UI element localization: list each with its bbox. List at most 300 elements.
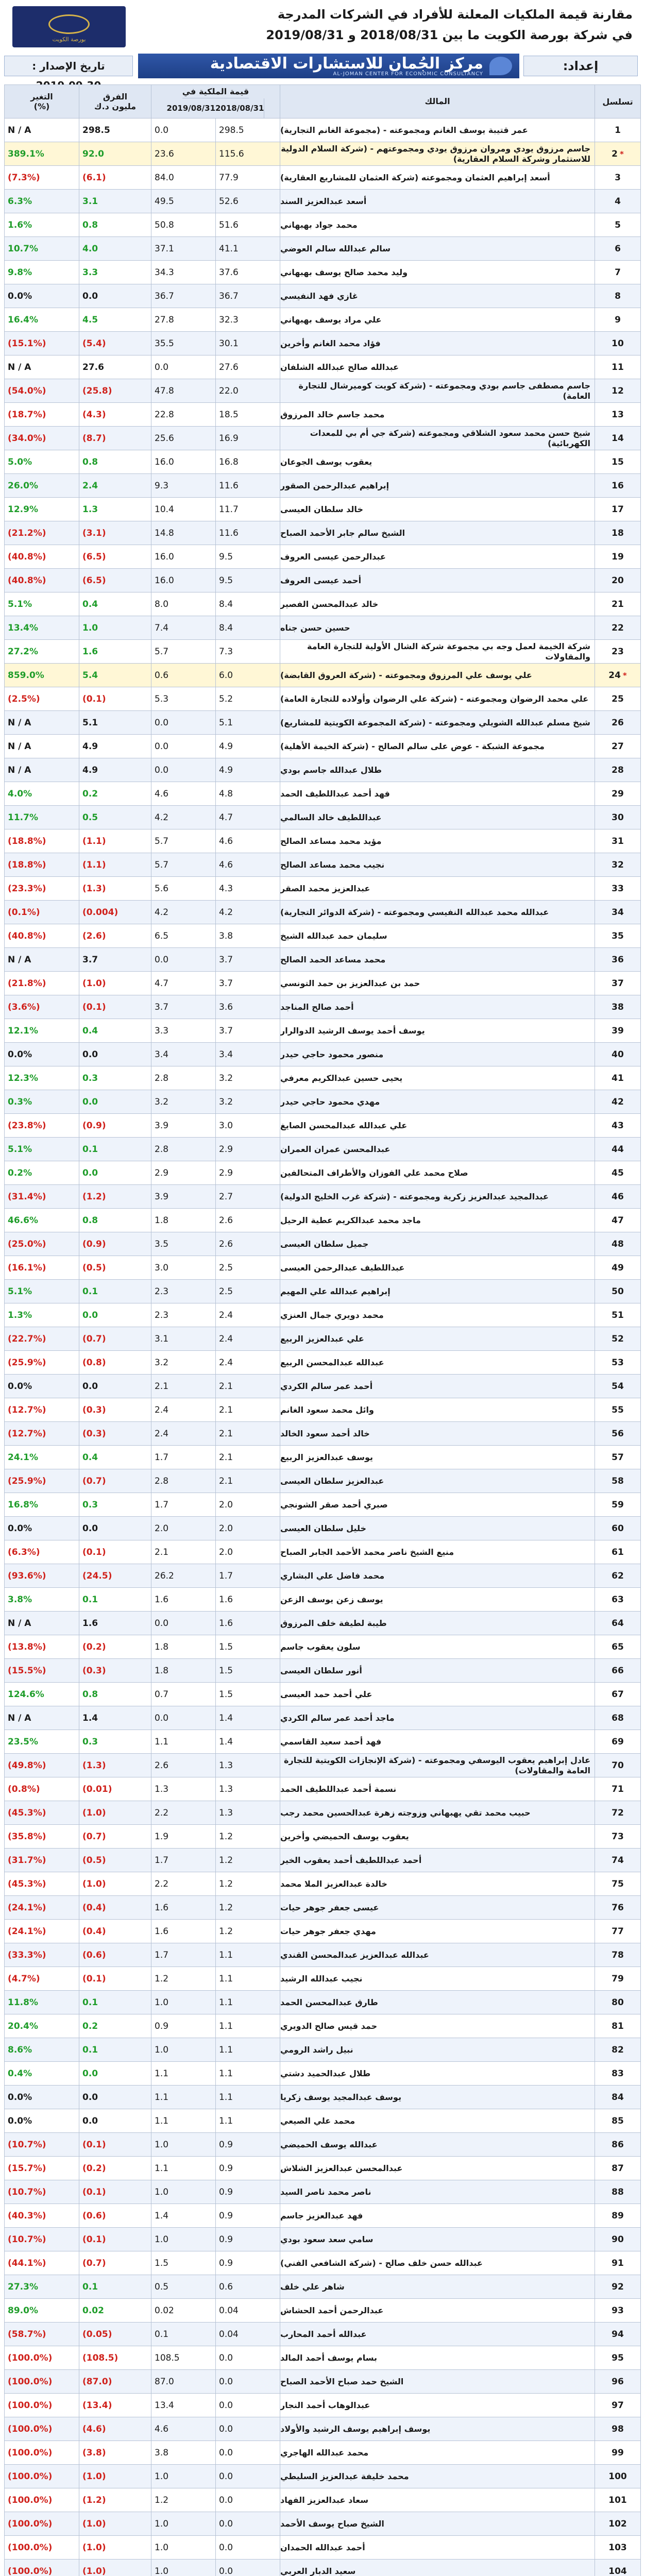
row-value-2019: 0.0 — [215, 2560, 280, 2576]
row-no: 81 — [595, 2014, 641, 2038]
row-value-2019: 0.0 — [215, 2465, 280, 2488]
row-owner: محمد مساعد الحمد الصالح — [280, 948, 595, 971]
row-owner: عبدالعزيز محمد الصقر — [280, 877, 595, 900]
row-no: 28 — [595, 758, 641, 782]
issue-date-label: تاريخ الإصدار — [40, 60, 105, 72]
row-diff: (1.0) — [79, 1872, 151, 1895]
table-row — [4, 1635, 641, 1659]
row-diff: 0.0 — [79, 1303, 151, 1327]
row-value-2019: 0.0 — [215, 2488, 280, 2512]
row-value-2019: 32.3 — [215, 308, 280, 331]
row-no: 1 — [595, 118, 641, 142]
row-owner: يوسف أحمد يوسف الرشيد الدوالرار — [280, 1019, 595, 1042]
row-diff: (8.7) — [79, 427, 151, 450]
row-change: 1.3% — [4, 1303, 79, 1327]
row-change: (18.8%) — [4, 853, 79, 876]
table-row — [4, 190, 641, 213]
header-band — [0, 52, 645, 80]
row-owner: خالد أحمد سعود الخالد — [280, 1422, 595, 1445]
row-no: 80 — [595, 1991, 641, 2014]
row-value-2019: 1.3 — [215, 1754, 280, 1777]
row-diff: 0.3 — [79, 1493, 151, 1516]
row-diff: 0.1 — [79, 2038, 151, 2061]
row-value-2019: 4.9 — [215, 735, 280, 758]
row-owner: يوسف عبدالمجيد يوسف زكريا — [280, 2086, 595, 2109]
row-owner: مهدي محمود حاجي حيدر — [280, 1090, 595, 1113]
row-value-2019: 2.0 — [215, 1517, 280, 1540]
row-value-2019: 0.9 — [215, 2228, 280, 2251]
row-no: 76 — [595, 1896, 641, 1919]
row-diff: 0.0 — [79, 2109, 151, 2132]
row-diff: 0.8 — [79, 450, 151, 473]
row-owner: حمد بن عبدالعزيز بن حمد التونسي — [280, 972, 595, 995]
row-value-2018: 2.8 — [151, 1138, 215, 1161]
table-row — [4, 806, 641, 829]
table-row — [4, 592, 641, 616]
row-change: (40.8%) — [4, 545, 79, 568]
row-value-2018: 4.6 — [151, 2417, 215, 2441]
row-owner: عبدالرحمن عيسى العروف — [280, 545, 595, 568]
row-diff: 0.0 — [79, 1043, 151, 1066]
row-value-2019: 3.7 — [215, 1019, 280, 1042]
row-value-2019: 3.7 — [215, 972, 280, 995]
row-value-2018: 1.1 — [151, 2062, 215, 2085]
row-no: 100 — [595, 2465, 641, 2488]
row-value-2019: 2.1 — [215, 1469, 280, 1493]
row-change: 0.0% — [4, 1517, 79, 1540]
row-no: 93 — [595, 2299, 641, 2322]
row-change: (49.8%) — [4, 1754, 79, 1777]
row-value-2019: 8.4 — [215, 616, 280, 639]
row-value-2019: 51.6 — [215, 213, 280, 236]
table-row — [4, 1422, 641, 1446]
row-change: (21.2%) — [4, 521, 79, 545]
table-row — [4, 2560, 641, 2576]
table-row — [4, 142, 641, 166]
row-no: 84 — [595, 2086, 641, 2109]
row-change: (100.0%) — [4, 2465, 79, 2488]
row-change: (25.9%) — [4, 1351, 79, 1374]
row-value-2019: 2.1 — [215, 1375, 280, 1398]
row-value-2019: 1.1 — [215, 1967, 280, 1990]
row-diff: 1.3 — [79, 498, 151, 521]
row-value-2019: 1.2 — [215, 1920, 280, 1943]
row-value-2019: 1.4 — [215, 1730, 280, 1753]
row-no: 79 — [595, 1967, 641, 1990]
row-change: N / A — [4, 948, 79, 971]
row-no: 38 — [595, 995, 641, 1019]
row-owner: طلال عبدالحميد دشتي — [280, 2062, 595, 2085]
row-owner: عبداللطيف عبدالرحمن العيسى — [280, 1256, 595, 1279]
row-owner: صبري أحمد صقر الشونجي — [280, 1493, 595, 1516]
row-no: 102 — [595, 2512, 641, 2535]
row-diff: (3.1) — [79, 521, 151, 545]
row-value-2018: 1.9 — [151, 1825, 215, 1848]
center-name-ar: مركز الجُمان للاستشارات الاقتصادية — [210, 55, 483, 73]
row-no: 56 — [595, 1422, 641, 1445]
row-diff: 0.1 — [79, 1138, 151, 1161]
row-value-2018: 1.0 — [151, 1991, 215, 2014]
row-no: 51 — [595, 1303, 641, 1327]
table-row — [4, 1114, 641, 1138]
row-owner: طيبة لطيفة خلف المرزوق — [280, 1612, 595, 1635]
row-owner: الشيخ صباح يوسف الأحمد — [280, 2512, 595, 2535]
row-change: (93.6%) — [4, 1564, 79, 1587]
row-diff: (1.1) — [79, 829, 151, 853]
row-owner: عبدالوهاب أحمد النجار — [280, 2394, 595, 2417]
table-row — [4, 474, 641, 498]
table-row — [4, 1493, 641, 1517]
row-owner: صلاح محمد علي الفوزان والأطراف المتحالفين — [280, 1161, 595, 1184]
row-change: 12.9% — [4, 498, 79, 521]
row-diff: (0.4) — [79, 1920, 151, 1943]
table-header-row — [4, 84, 641, 118]
row-value-2018: 34.3 — [151, 261, 215, 284]
row-diff: (6.1) — [79, 166, 151, 189]
table-row — [4, 829, 641, 853]
table-row — [4, 1564, 641, 1588]
row-owner: سلون يعقوب جاسم — [280, 1635, 595, 1658]
row-owner: يوسف عبدالعزيز الربيع — [280, 1446, 595, 1469]
row-owner: أحمد عبداللطيف أحمد يعقوب الخير — [280, 1849, 595, 1872]
row-no: 26 — [595, 711, 641, 734]
table-row — [4, 1138, 641, 1161]
row-value-2019: 0.9 — [215, 2251, 280, 2275]
logo-text: بورصة الكويت — [52, 36, 86, 43]
row-diff: 1.4 — [79, 1706, 151, 1730]
row-diff: 0.1 — [79, 1588, 151, 1611]
row-owner: منصور محمود حاجي حيدر — [280, 1043, 595, 1066]
table-row — [4, 2204, 641, 2228]
row-owner: علي عبدالله عبدالمحسن الصايغ — [280, 1114, 595, 1137]
row-diff: 0.8 — [79, 213, 151, 236]
row-value-2018: 1.6 — [151, 1920, 215, 1943]
row-no: 65 — [595, 1635, 641, 1658]
table-row — [4, 2014, 641, 2038]
row-diff: 92.0 — [79, 142, 151, 165]
row-owner: نجيب عبدالله الرشيد — [280, 1967, 595, 1990]
row-no: 41 — [595, 1066, 641, 1090]
row-change: 23.5% — [4, 1730, 79, 1753]
row-diff: (1.0) — [79, 1801, 151, 1824]
row-diff: 1.0 — [79, 616, 151, 639]
row-value-2018: 7.4 — [151, 616, 215, 639]
row-no: 20 — [595, 569, 641, 592]
row-no: 22 — [595, 616, 641, 639]
row-change: (0.8%) — [4, 1777, 79, 1801]
row-diff: 0.4 — [79, 1446, 151, 1469]
row-no: 88 — [595, 2180, 641, 2204]
row-no: 82 — [595, 2038, 641, 2061]
row-value-2018: 0.0 — [151, 948, 215, 971]
table-row — [4, 1161, 641, 1185]
row-no: 61 — [595, 1540, 641, 1564]
row-diff: 0.1 — [79, 1280, 151, 1303]
row-value-2018: 3.9 — [151, 1114, 215, 1137]
row-value-2019: 1.5 — [215, 1659, 280, 1682]
row-owner: خالد عبدالمحسن الفصير — [280, 592, 595, 616]
row-value-2018: 1.7 — [151, 1943, 215, 1967]
row-value-2018: 0.6 — [151, 664, 215, 687]
row-value-2019: 0.0 — [215, 2370, 280, 2393]
row-diff: 0.4 — [79, 592, 151, 616]
row-value-2019: 1.5 — [215, 1635, 280, 1658]
row-value-2018: 2.2 — [151, 1872, 215, 1895]
row-value-2018: 50.8 — [151, 213, 215, 236]
row-diff: (0.3) — [79, 1422, 151, 1445]
row-change: 10.7% — [4, 237, 79, 260]
table-row — [4, 332, 641, 355]
row-owner: ماجد أحمد عمر سالم الكردي — [280, 1706, 595, 1730]
row-change: 0.0% — [4, 2109, 79, 2132]
table-row — [4, 521, 641, 545]
row-value-2019: 9.5 — [215, 545, 280, 568]
row-no: 11 — [595, 355, 641, 379]
table-row — [4, 711, 641, 735]
row-diff: (0.6) — [79, 1943, 151, 1967]
row-no: 66 — [595, 1659, 641, 1682]
row-diff: (3.8) — [79, 2441, 151, 2464]
row-value-2018: 9.3 — [151, 474, 215, 497]
table-row — [4, 1896, 641, 1920]
table-row — [4, 1540, 641, 1564]
row-value-2019: 3.8 — [215, 924, 280, 947]
row-owner: الشيخ سالم جابر الأحمد الصباح — [280, 521, 595, 545]
row-owner: عبدالمحسن عمران العمران — [280, 1138, 595, 1161]
row-value-2018: 1.7 — [151, 1493, 215, 1516]
table-row — [4, 1446, 641, 1469]
row-value-2018: 1.4 — [151, 2204, 215, 2227]
table-row — [4, 924, 641, 948]
row-diff: (4.6) — [79, 2417, 151, 2441]
table-row — [4, 1185, 641, 1209]
row-change: 0.3% — [4, 1090, 79, 1113]
table-row — [4, 735, 641, 758]
row-change: N / A — [4, 1612, 79, 1635]
row-owner: فهد أحمد سعيد القاسمي — [280, 1730, 595, 1753]
row-value-2018: 1.8 — [151, 1635, 215, 1658]
row-owner: أنور سلطان العيسى — [280, 1659, 595, 1682]
report-title-line1: مقارنة قيمة الملكيات المعلنة للأفراد في الشركات المدرجة — [277, 7, 633, 22]
row-owner: عيسى جعفر جوهر حيات — [280, 1896, 595, 1919]
row-change: (7.3%) — [4, 166, 79, 189]
row-value-2018: 1.1 — [151, 2109, 215, 2132]
row-diff: (0.3) — [79, 1659, 151, 1682]
row-value-2018: 36.7 — [151, 284, 215, 308]
row-value-2019: 1.5 — [215, 1683, 280, 1706]
row-value-2018: 5.7 — [151, 853, 215, 876]
row-change: 0.0% — [4, 2086, 79, 2109]
row-owner: أسعد إبراهيم العثمان ومجموعته (شركة العثمان للمشاريع العقارية) — [280, 166, 595, 189]
row-owner: وائل محمد سعود الغانم — [280, 1398, 595, 1421]
row-value-2019: 1.1 — [215, 2109, 280, 2132]
row-no: 46 — [595, 1185, 641, 1208]
row-value-2019: 1.2 — [215, 1849, 280, 1872]
row-value-2019: 115.6 — [215, 142, 280, 165]
row-diff: (25.8) — [79, 379, 151, 402]
table-row — [4, 1967, 641, 1991]
row-change: (15.1%) — [4, 332, 79, 355]
row-value-2019: 36.7 — [215, 284, 280, 308]
row-value-2018: 2.8 — [151, 1066, 215, 1090]
row-no: 104 — [595, 2560, 641, 2576]
row-diff: 0.02 — [79, 2299, 151, 2322]
row-no: 87 — [595, 2157, 641, 2180]
table-row — [4, 1019, 641, 1043]
row-value-2019: 41.1 — [215, 237, 280, 260]
table-row — [4, 687, 641, 711]
row-no: 73 — [595, 1825, 641, 1848]
row-change: (12.7%) — [4, 1398, 79, 1421]
row-value-2019: 27.6 — [215, 355, 280, 379]
row-value-2019: 5.2 — [215, 687, 280, 710]
row-change: (54.0%) — [4, 379, 79, 402]
row-value-2018: 37.1 — [151, 237, 215, 260]
row-diff: 1.6 — [79, 640, 151, 663]
row-value-2019: 1.3 — [215, 1777, 280, 1801]
row-diff: (6.5) — [79, 545, 151, 568]
row-change: N / A — [4, 758, 79, 782]
row-value-2018: 0.02 — [151, 2299, 215, 2322]
row-value-2018: 108.5 — [151, 2346, 215, 2369]
row-value-2018: 2.4 — [151, 1422, 215, 1445]
table-row — [4, 1825, 641, 1849]
row-value-2018: 5.7 — [151, 829, 215, 853]
row-value-2019: 11.6 — [215, 474, 280, 497]
row-diff: (5.4) — [79, 332, 151, 355]
row-owner: مؤيد محمد مساعد الصالح — [280, 829, 595, 853]
row-diff: (0.2) — [79, 1635, 151, 1658]
table-row — [4, 1043, 641, 1066]
row-change: (40.3%) — [4, 2204, 79, 2227]
row-owner: يوسف زعن يوسف الزعن — [280, 1588, 595, 1611]
row-diff: (0.8) — [79, 1351, 151, 1374]
row-no: 30 — [595, 806, 641, 829]
row-owner: وليد محمد صالح يوسف بهبهاني — [280, 261, 595, 284]
row-value-2018: 1.0 — [151, 2228, 215, 2251]
row-owner: نجيب محمد مساعد الصالح — [280, 853, 595, 876]
row-value-2018: 0.0 — [151, 118, 215, 142]
row-value-2018: 2.9 — [151, 1161, 215, 1184]
row-no: 71 — [595, 1777, 641, 1801]
row-diff: (0.1) — [79, 2228, 151, 2251]
table-row — [4, 1659, 641, 1683]
row-diff: 0.1 — [79, 2275, 151, 2298]
row-value-2018: 87.0 — [151, 2370, 215, 2393]
row-no: 21 — [595, 592, 641, 616]
row-value-2018: 1.8 — [151, 1209, 215, 1232]
row-value-2019: 11.7 — [215, 498, 280, 521]
row-value-2018: 25.6 — [151, 427, 215, 450]
row-owner: فهد عبدالعزيز جاسم — [280, 2204, 595, 2227]
row-value-2019: 1.1 — [215, 1991, 280, 2014]
row-owner: جاسم مرزوق يودي ومروان مرزوق يودي ومجموعتهم - (شركة السلام الدولية للاستثمار وشركة السلام العقارية) — [280, 142, 595, 165]
row-no: 3 — [595, 166, 641, 189]
row-change: (100.0%) — [4, 2536, 79, 2559]
table-row — [4, 2180, 641, 2204]
row-diff: (0.2) — [79, 2157, 151, 2180]
row-change: (16.1%) — [4, 1256, 79, 1279]
row-diff: 298.5 — [79, 118, 151, 142]
ownership-table — [4, 84, 641, 2576]
row-value-2018: 0.1 — [151, 2323, 215, 2346]
row-no: 35 — [595, 924, 641, 947]
row-diff: (1.2) — [79, 1185, 151, 1208]
table-row — [4, 1280, 641, 1303]
row-owner: إبراهيم عبدالرحمن الصقور — [280, 474, 595, 497]
table-row — [4, 2133, 641, 2157]
row-value-2019: 2.1 — [215, 1422, 280, 1445]
row-change: 27.3% — [4, 2275, 79, 2298]
row-diff: 4.9 — [79, 758, 151, 782]
row-value-2018: 2.8 — [151, 1469, 215, 1493]
row-owner: طارق عبدالمحسن الحمد — [280, 1991, 595, 2014]
table-row — [4, 284, 641, 308]
row-value-2018: 3.2 — [151, 1090, 215, 1113]
row-value-2019: 1.6 — [215, 1588, 280, 1611]
row-no: 6 — [595, 237, 641, 260]
row-value-2019: 0.9 — [215, 2180, 280, 2204]
row-owner: يعقوب يوسف الحميضي وأخرين — [280, 1825, 595, 1848]
row-value-2018: 47.8 — [151, 379, 215, 402]
row-diff: 1.6 — [79, 1612, 151, 1635]
table-row — [4, 308, 641, 332]
row-owner: طلال عبدالله جاسم بودي — [280, 758, 595, 782]
row-owner: يعقوب يوسف الجوعان — [280, 450, 595, 473]
row-no: 78 — [595, 1943, 641, 1967]
table-row — [4, 1920, 641, 1943]
table-row — [4, 1209, 641, 1232]
row-no: 33 — [595, 877, 641, 900]
row-value-2018: 1.0 — [151, 2560, 215, 2576]
row-diff: (108.5) — [79, 2346, 151, 2369]
row-change: 0.0% — [4, 1375, 79, 1398]
row-owner: عبدالعزيز سلطان العيسى — [280, 1469, 595, 1493]
row-change: (34.0%) — [4, 427, 79, 450]
row-no — [595, 664, 641, 687]
row-no: 64 — [595, 1612, 641, 1635]
row-change: N / A — [4, 1706, 79, 1730]
table-body — [4, 118, 641, 2576]
row-owner: عبدالله أحمد المحارب — [280, 2323, 595, 2346]
row-change: (22.7%) — [4, 1327, 79, 1350]
row-no: 8 — [595, 284, 641, 308]
row-change: 9.8% — [4, 261, 79, 284]
row-no: 99 — [595, 2441, 641, 2464]
row-change: (18.8%) — [4, 829, 79, 853]
row-owner: محمد فاضل علي البشاري — [280, 1564, 595, 1587]
row-diff: (0.7) — [79, 1825, 151, 1848]
row-change: (15.7%) — [4, 2157, 79, 2180]
row-value-2019: 0.04 — [215, 2323, 280, 2346]
row-owner: ماجد محمد عبدالكريم عطية الرحيل — [280, 1209, 595, 1232]
row-value-2018: 0.0 — [151, 711, 215, 734]
table-row — [4, 166, 641, 190]
row-value-2019: 2.0 — [215, 1540, 280, 1564]
row-no: 52 — [595, 1327, 641, 1350]
row-value-2018: 2.1 — [151, 1375, 215, 1398]
row-diff: 4.9 — [79, 735, 151, 758]
row-value-2019: 0.0 — [215, 2394, 280, 2417]
table-row — [4, 782, 641, 806]
row-change: 6.3% — [4, 190, 79, 213]
table-row — [4, 261, 641, 284]
row-value-2019: 1.7 — [215, 1564, 280, 1587]
col-change-unit: (%) — [33, 101, 50, 111]
row-no: 77 — [595, 1920, 641, 1943]
row-value-2019: 0.0 — [215, 2346, 280, 2369]
table-row — [4, 569, 641, 592]
